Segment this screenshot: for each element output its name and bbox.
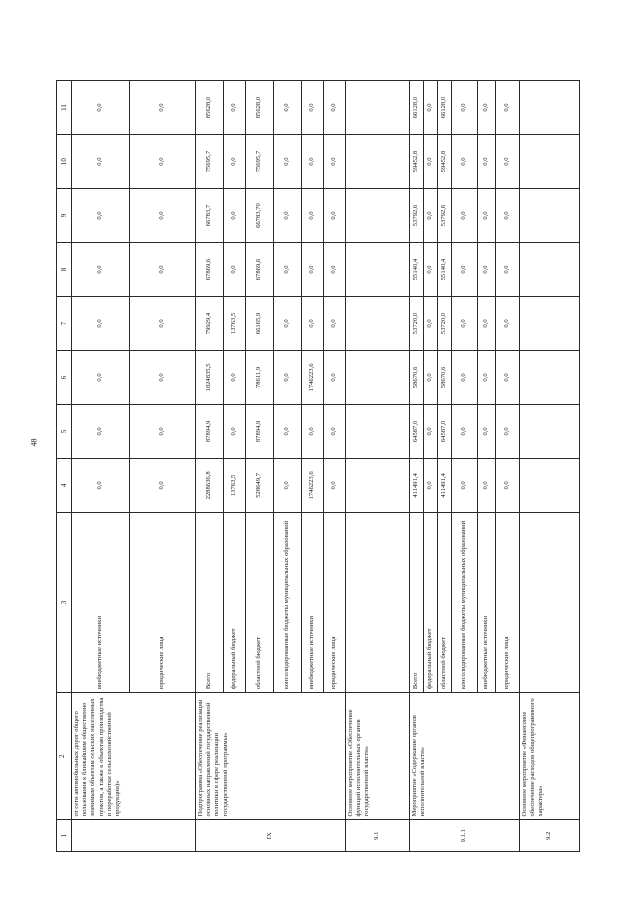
value-cell-col-10: 59452,8 [438,135,452,189]
value-cell-col-5: 0,0 [496,404,520,458]
value-cell-col-8: 67869,6 [246,243,274,297]
item-number-cell: 9.1.1 [410,820,520,852]
value-cell-col-6: 1746223,6 [302,350,324,404]
value-cell-col-10: 75695,7 [196,135,224,189]
value-cell-col-8: 0,0 [274,243,302,297]
value-cell-col-11: 66128,0 [438,81,452,135]
value-cell-col-5: 0,0 [274,404,302,458]
value-cell-col-6: 0,0 [478,350,496,404]
value-cell-col-9: 0,0 [224,189,246,243]
value-cell-col-10: 0,0 [496,135,520,189]
value-cell-col-11: 85628,0 [196,81,224,135]
value-cell-col-10: 59452,8 [410,135,424,189]
value-cell-col-5: 0,0 [224,404,246,458]
value-cell-col-11: 0,0 [324,81,346,135]
funding-source-cell: юридические лица [324,512,346,692]
value-cell-col-7: 0,0 [274,297,302,351]
value-cell-col-7: 0,0 [424,297,438,351]
value-cell-col-11: 85628,0 [246,81,274,135]
program-name-cell: от сети автомобильных дорог общего пользования к ближайшим общественно значимым объектам сельских населенных пунктов, а также к объектам производства и переработки сельскохозяйственной продукции)» [72,693,196,820]
funding-source-cell: областной бюджет [438,512,452,692]
funding-source-cell: внебюджетные источники [478,512,496,692]
value-cell-col-7: 0,0 [130,297,196,351]
value-cell-col-8: 67869,6 [196,243,224,297]
value-cell-col-8: 0,0 [302,243,324,297]
value-cell-col-4: 411491,4 [438,458,452,512]
value-cell-col-4: 411491,4 [410,458,424,512]
program-name-cell: Основное мероприятие «Финансовое обеспечение расходов общепрограммного характера» [520,693,580,820]
value-cell-col-7: 0,0 [452,297,478,351]
value-cell-col-9: 0,0 [424,189,438,243]
value-cell-col-4: 0,0 [496,458,520,512]
value-cell-col-7: 0,0 [72,297,130,351]
value-cell-col-5: 87894,9 [246,404,274,458]
value-cell-col-5: 0,0 [130,404,196,458]
program-name-cell: Мероприятие «Содержание органов исполнительной власти» [410,693,520,820]
value-cell-col-4: 0,0 [72,458,130,512]
funding-source-cell: Всего [410,512,424,692]
column-number-4: 4 [57,458,72,512]
funding-source-cell: юридические лица [130,512,196,692]
funding-source-cell: внебюджетные источники [72,512,130,692]
value-cell-col-6: 0,0 [324,350,346,404]
rotated-page [56,80,628,852]
value-cell-col-10: 0,0 [452,135,478,189]
value-cell-col-6: 58670,6 [410,350,424,404]
column-number-row [57,81,72,852]
value-cell-col-4 [346,458,410,512]
value-cell-col-8: 0,0 [424,243,438,297]
value-cell-col-8: 55140,4 [438,243,452,297]
value-cell-col-11: 0,0 [496,81,520,135]
value-cell-col-11: 0,0 [424,81,438,135]
item-number-cell: IX [196,820,346,852]
column-number-1: 1 [57,820,72,852]
value-cell-col-5: 0,0 [478,404,496,458]
value-cell-col-5: 64587,0 [410,404,424,458]
funding-source-cell: федеральный бюджет [424,512,438,692]
column-number-5: 5 [57,404,72,458]
value-cell-col-11: 0,0 [452,81,478,135]
column-number-11: 11 [57,81,72,135]
value-cell-col-6: 0,0 [496,350,520,404]
value-cell-col-9: 0,0 [274,189,302,243]
value-cell-col-5: 0,0 [72,404,130,458]
value-cell-col-4: 13763,5 [224,458,246,512]
value-cell-col-9: 0,0 [324,189,346,243]
value-cell-col-8: 0,0 [496,243,520,297]
value-cell-col-7: 0,0 [478,297,496,351]
value-cell-col-4: 0,0 [424,458,438,512]
value-cell-col-8: 0,0 [452,243,478,297]
program-name-cell: Основное мероприятие «Обеспечение функций исполнительных органов государственной власти» [346,693,410,820]
value-cell-col-5: 0,0 [452,404,478,458]
column-number-9: 9 [57,189,72,243]
value-cell-col-10: 0,0 [274,135,302,189]
value-cell-col-7: 0,0 [302,297,324,351]
funding-source-cell [346,512,410,692]
column-number-3: 3 [57,512,72,692]
value-cell-col-10: 0,0 [478,135,496,189]
value-cell-col-6: 0,0 [274,350,302,404]
value-cell-col-4 [520,458,580,512]
value-cell-col-9: 53792,6 [438,189,452,243]
value-cell-col-7: 0,0 [324,297,346,351]
value-cell-col-4: 0,0 [478,458,496,512]
value-cell-col-4: 528649,7 [246,458,274,512]
funding-source-cell: внебюджетные источники [302,512,324,692]
value-cell-col-9: 0,0 [478,189,496,243]
value-cell-col-6 [520,350,580,404]
budget-table [56,80,580,852]
funding-source-cell: областной бюджет [246,512,274,692]
value-cell-col-5: 0,0 [424,404,438,458]
value-cell-col-11 [346,81,410,135]
value-cell-col-9: 66783,70 [246,189,274,243]
value-cell-col-4: 0,0 [452,458,478,512]
item-number-cell: 9.2 [520,820,580,852]
value-cell-col-4: 0,0 [324,458,346,512]
funding-source-cell: консолидированные бюджеты муниципальных образований [274,512,302,692]
value-cell-col-5: 0,0 [302,404,324,458]
value-cell-col-10 [520,135,580,189]
value-cell-col-5: 87894,9 [196,404,224,458]
program-name-cell: Подпрограмма «Обеспечение реализации основных направлений государственной политики в сфере реализации государственной программы» [196,693,346,820]
value-cell-col-7 [520,297,580,351]
value-cell-col-10: 75695,7 [246,135,274,189]
value-cell-col-9 [346,189,410,243]
value-cell-col-4: 0,0 [130,458,196,512]
value-cell-col-8: 0,0 [224,243,246,297]
value-cell-col-8: 0,0 [72,243,130,297]
value-cell-col-6: 0,0 [72,350,130,404]
value-cell-col-7: 79929,4 [196,297,224,351]
table-row [196,81,224,852]
value-cell-col-9: 0,0 [496,189,520,243]
budget-table-body [57,81,580,852]
column-number-7: 7 [57,297,72,351]
value-cell-col-5 [346,404,410,458]
value-cell-col-6: 0,0 [452,350,478,404]
value-cell-col-11: 66128,0 [410,81,424,135]
table-row [346,81,410,852]
value-cell-col-10 [346,135,410,189]
value-cell-col-4: 1746223,6 [302,458,324,512]
value-cell-col-10: 0,0 [224,135,246,189]
value-cell-col-7: 53720,0 [438,297,452,351]
value-cell-col-7: 53720,0 [410,297,424,351]
column-number-6: 6 [57,350,72,404]
value-cell-col-6: 0,0 [130,350,196,404]
value-cell-col-8 [520,243,580,297]
value-cell-col-4: 2288636,8 [196,458,224,512]
funding-source-cell: федеральный бюджет [224,512,246,692]
value-cell-col-9: 53792,6 [410,189,424,243]
value-cell-col-5 [520,404,580,458]
value-cell-col-7 [346,297,410,351]
item-number-cell: 9.1 [346,820,410,852]
value-cell-col-9: 0,0 [130,189,196,243]
table-row [410,81,424,852]
value-cell-col-11: 0,0 [224,81,246,135]
value-cell-col-6: 0,0 [224,350,246,404]
page-number: 48 [29,438,39,447]
value-cell-col-11: 0,0 [478,81,496,135]
value-cell-col-11: 0,0 [130,81,196,135]
value-cell-col-9: 0,0 [302,189,324,243]
value-cell-col-11: 0,0 [302,81,324,135]
value-cell-col-11: 0,0 [72,81,130,135]
value-cell-col-7: 13763,5 [224,297,246,351]
table-row [72,81,130,852]
value-cell-col-6: 0,0 [424,350,438,404]
value-cell-col-5: 64587,0 [438,404,452,458]
value-cell-col-10: 0,0 [130,135,196,189]
value-cell-col-4: 0,0 [274,458,302,512]
value-cell-col-10: 0,0 [302,135,324,189]
funding-source-cell: Всего [196,512,224,692]
value-cell-col-6: 58670,6 [438,350,452,404]
funding-source-cell: юридические лица [496,512,520,692]
value-cell-col-8: 0,0 [130,243,196,297]
value-cell-col-8: 0,0 [324,243,346,297]
table-row [520,81,580,852]
value-cell-col-8: 55140,4 [410,243,424,297]
value-cell-col-9: 0,0 [452,189,478,243]
value-cell-col-11 [520,81,580,135]
value-cell-col-6: 78611,9 [246,350,274,404]
column-number-10: 10 [57,135,72,189]
item-number-cell [72,820,196,852]
value-cell-col-10: 0,0 [424,135,438,189]
column-number-8: 8 [57,243,72,297]
value-cell-col-9: 0,0 [72,189,130,243]
value-cell-col-6: 1824835,5 [196,350,224,404]
funding-source-cell [520,512,580,692]
funding-source-cell: консолидированные бюджеты муниципальных образований [452,512,478,692]
value-cell-col-7: 0,0 [496,297,520,351]
value-cell-col-10: 0,0 [72,135,130,189]
value-cell-col-10: 0,0 [324,135,346,189]
value-cell-col-7: 66165,9 [246,297,274,351]
value-cell-col-8 [346,243,410,297]
value-cell-col-9: 66783,7 [196,189,224,243]
value-cell-col-9 [520,189,580,243]
value-cell-col-6 [346,350,410,404]
value-cell-col-8: 0,0 [478,243,496,297]
value-cell-col-5: 0,0 [324,404,346,458]
value-cell-col-11: 0,0 [274,81,302,135]
column-number-2: 2 [57,693,72,820]
